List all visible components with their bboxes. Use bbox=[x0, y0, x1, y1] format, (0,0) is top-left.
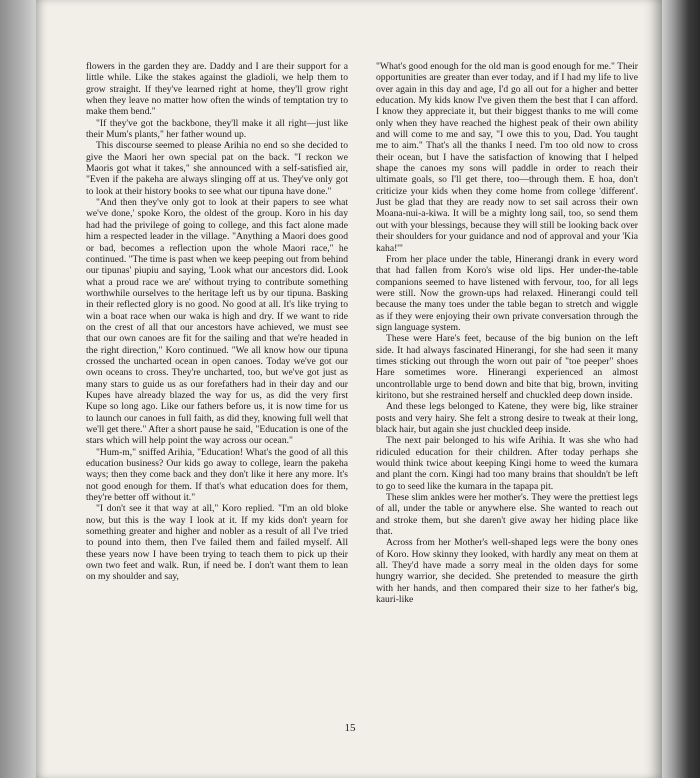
paragraph: "If they've got the backbone, they'll make it all right—just like their Mum's plants," her father wound up. bbox=[86, 117, 348, 141]
scan-border-right bbox=[662, 0, 700, 778]
paragraph: From her place under the table, Hinerangi drank in every word that had fallen from Koro's wise old lips. Her under-the-table companions seemed to have listened with fervour, too, for all legs were still. Now the grown-ups had relaxed. Hinerangi could tell because the many toes under the table began to stretch and wiggle as if they were enjoying their own private conversation through the sign language system. bbox=[376, 253, 638, 333]
paragraph: Across from her Mother's well-shaped legs were the bony ones of Koro. How skinny they looked, with hardly any meat on them at all. They'd have made a sorry meal in the olden days for some hungry warrior, she decided. She pretended to measure the girth with her hands, and then compared their size to her father's big, kauri-like bbox=[376, 537, 638, 606]
paragraph: This discourse seemed to please Arihia no end so she decided to give the Maori her own special pat on the back. "I reckon we Maoris got what it takes," she announced with a self-satisfied air, "Even if the pakeha are always slinging off at us. They've only got to look at their history books to see what our tipuna have done." bbox=[86, 140, 348, 197]
left-text-column bbox=[86, 61, 348, 583]
paragraph: The next pair belonged to his wife Arihia. It was she who had ridiculed education for their children. After today perhaps she would think twice about keeping Kingi home to weed the kumara and plant the corn. Kingi had too many brains that shouldn't be left to go to seed like the kumara in the tapapa pit. bbox=[376, 435, 638, 492]
page-number: 15 bbox=[344, 722, 356, 734]
paragraph: These slim ankles were her mother's. They were the prettiest legs of all, under the table or anywhere else. She wanted to reach out and stroke them, but she daren't give away her hiding place like that. bbox=[376, 492, 638, 538]
paragraph: "What's good enough for the old man is good enough for me." Their opportunities are greater than ever today, and if I had my life to live over again in this day and age, I'd go all out for a higher and better education. My kids know I've given them the best that I can afford. I know they appreciate it, but their biggest thanks to me will come only when they have reached the highest peak of their own ability and will come to me and say, "I owe this to you, Dad. You taught me to aim." That's all the thanks I need. I'm too old now to cross their ocean, but I have the satisfaction of knowing that I helped shape the canoes my sons will paddle in order to reach their ultimate goals, so I'll get there, too—through them. E hoa, don't criticize your kids when they come home from college 'different'. Just be glad that they are ready now to set sail across their own Moana-nui-a-kiwa. It will be a mighty long sail, too, so send them out with your blessings, because they will still be looking back over their shoulders for your guidance and nod of approval and your 'Kia kaha!'" bbox=[376, 61, 638, 254]
paragraph: "I don't see it that way at all," Koro replied. "I'm an old bloke now, but this is the way I look at it. If my kids don't yearn for something greater and higher and nobler as a result of all I've tried to pound into them, then I've failed them and failed myself. All these years now I have been trying to teach them to pick up their own two feet and walk. Run, if need be. I don't want them to lean on my shoulder and say, bbox=[86, 503, 348, 583]
right-text-column bbox=[376, 61, 638, 606]
paragraph: flowers in the garden they are. Daddy and I are their support for a little while. Like the stakes against the gladioli, we help them to grow straight. If they've learned right at home, they'll grow right when they leave no matter how often the winds of temptation try to make them bend." bbox=[86, 61, 348, 118]
paragraph: "Hum-m," sniffed Arihia, "Education! What's the good of all this education business? Our kids go away to college, learn the pakeha ways; then they come back and they don't like it here any more. It's not good enough for them. If that's what education does for them, they're better off without it." bbox=[86, 446, 348, 504]
paragraph: These were Hare's feet, because of the big bunion on the left side. It had always fascinated Hinerangi, for she had seen it many times sticking out through the worn out pair of "toe peeper" shoes Hare sometimes wore. Hinerangi experienced an almost uncontrollable urge to bend down and bite that big, brown, inviting kiritono, but she restrained herself and chuckled deep down inside. bbox=[376, 333, 638, 401]
paragraph: And these legs belonged to Katene, they were big, like strainer posts and very hairy. She felt a strong desire to tweak at their long, black hair, but again she just chuckled deep inside. bbox=[376, 401, 638, 435]
book-page bbox=[36, 0, 664, 778]
paragraph: "And then they've only got to look at their papers to see what we've done,' spoke Koro, the oldest of the group. Koro in his day had had the privilege of going to college, and this fact alone made him a respected leader in the village. "Anything a Maori does good or bad, becomes a reflection upon the whole Maori race," he continued. "The time is past when we keep peeping out from behind our tipunas' piupiu and saying, 'Look what our ancestors did. Look what a proud race we are' without trying to contribute something worthwhile ourselves to the heritage left us by our tipuna. Basking in their reflected glory is no good. No good at all. It's like trying to win a boat race when our waka is high and dry. If we want to ride on the crest of all that our ancestors have achieved, we must see that our own canoes are fit for the sailing and that we're headed in the right direction," Koro continued. "We all know how our tipuna crossed the uncharted ocean in open canoes. Today we've got our own oceans to cross. They're uncharted, too, but we've got just as many stars to guide us as our forefathers had in their day and our Kupes have already blazed the way for us, as did the very first Kupe so long ago. Like our fathers before us, it is now time for us to launch our canoes in full faith, as did they, knowing full well that we'll get there." After a short pause he said, "Education is one of the stars which will help point the way across our ocean." bbox=[86, 197, 348, 447]
scan-border-left bbox=[0, 0, 38, 778]
